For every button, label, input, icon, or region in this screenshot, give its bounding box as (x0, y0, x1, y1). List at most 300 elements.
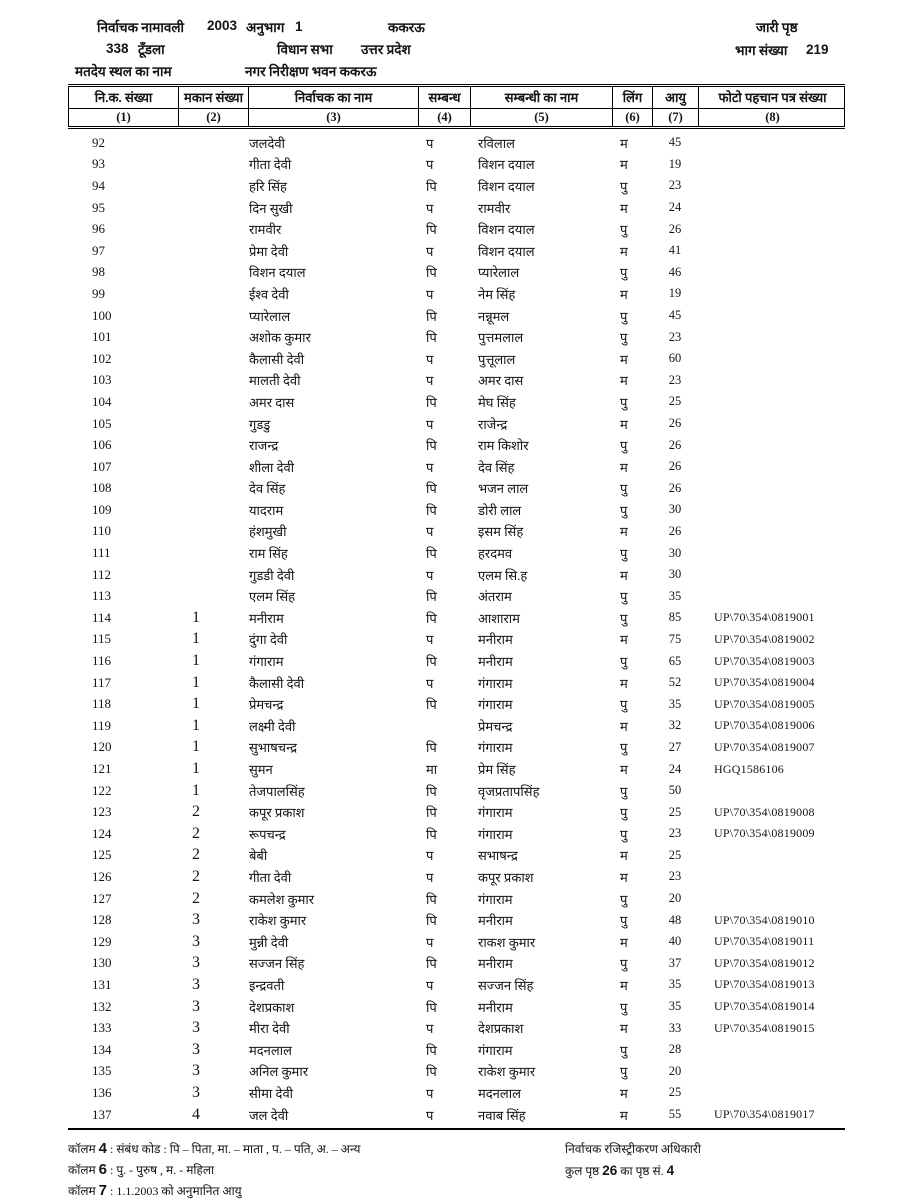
roll-year: 2003 (207, 18, 238, 33)
table-row (68, 737, 845, 759)
cell-name: गीता देवी (249, 869, 292, 885)
cell-serial: 114 (92, 609, 112, 625)
total-pages-label: कुल पृष्ठ (565, 1164, 600, 1178)
table-row (68, 197, 845, 219)
table-row (68, 175, 845, 197)
cell-relative: नन्नूमल (478, 308, 510, 324)
table-row (68, 240, 845, 262)
cell-gender: म (620, 351, 628, 367)
table-row (68, 434, 845, 456)
cell-name: यादराम (249, 502, 284, 518)
table-body (68, 129, 845, 1130)
cell-serial: 120 (92, 739, 112, 755)
cell-serial: 108 (92, 480, 112, 496)
cell-relation: प (426, 200, 434, 216)
cell-serial: 102 (92, 350, 112, 366)
cell-age: 30 (668, 545, 682, 560)
assembly-label: विधान सभा (277, 42, 333, 57)
header-cell-label: नि.क. संख्या (69, 87, 179, 108)
table-row (68, 715, 845, 737)
document-header (0, 0, 900, 84)
cell-gender: म (620, 459, 628, 475)
cell-house: 4 (192, 1105, 200, 1123)
cell-relation: पि (426, 589, 437, 605)
header-cell-label: सम्बन्ध (419, 87, 471, 108)
cell-name: अमर दास (249, 394, 295, 410)
cell-serial: 122 (92, 782, 112, 798)
cell-gender: पु (620, 610, 628, 626)
cell-name: जलदेवी (249, 135, 285, 151)
table-row (68, 585, 845, 607)
cell-photo_id: UP\70\354\0819008 (714, 804, 815, 819)
column-word: कॉलम (68, 1142, 96, 1156)
cell-relative: नेम सिंह (478, 286, 516, 302)
cell-relative: मनीराम (478, 999, 513, 1015)
cell-photo_id: UP\70\354\0819012 (714, 955, 815, 970)
cell-gender: म (620, 934, 628, 950)
cell-photo_id: UP\70\354\0819011 (714, 934, 815, 949)
cell-relative: सभाषन्द्र (478, 848, 518, 864)
cell-name: देशप्रकाश (249, 999, 295, 1015)
cell-name: गीता देवी (249, 157, 292, 173)
cell-photo_id: UP\70\354\0819013 (714, 977, 815, 992)
table-row (68, 370, 845, 392)
cell-age: 27 (668, 739, 682, 754)
note-text: : संबंध कोड : पि – पिता, मा. – माता , प. – पति, अ. – अन्य (109, 1142, 361, 1156)
cell-relation: मा (426, 762, 438, 778)
table-row (68, 693, 845, 715)
cell-serial: 137 (92, 1106, 112, 1122)
area-name: ककरऊ (388, 20, 425, 35)
table-row (68, 629, 845, 651)
cell-gender: पु (620, 222, 628, 238)
cell-relative: मनीराम (478, 956, 513, 972)
cell-photo_id: UP\70\354\0819005 (714, 696, 815, 711)
cell-house: 2 (192, 846, 200, 864)
cell-name: मीरा देवी (249, 1021, 290, 1037)
cell-relative: डोरी लाल (478, 502, 522, 518)
cell-name: प्रेमचन्द्र (249, 697, 284, 713)
cell-relation: पि (426, 610, 437, 626)
table-row (68, 348, 845, 370)
cell-serial: 104 (92, 393, 112, 409)
cell-house: 2 (192, 803, 200, 821)
table-row (68, 478, 845, 500)
cell-relation: पि (426, 265, 437, 281)
cell-age: 19 (668, 156, 682, 171)
cell-serial: 96 (92, 221, 105, 237)
cell-photo_id: UP\70\354\0819007 (714, 739, 815, 754)
table-row (68, 154, 845, 176)
cell-age: 32 (668, 718, 682, 733)
table-row (68, 650, 845, 672)
cell-gender: म (620, 157, 628, 173)
cell-name: ईश्व देवी (249, 286, 289, 302)
cell-relative: रामवीर (478, 200, 511, 216)
cell-name: देव सिंह (249, 481, 286, 497)
table-row (68, 1017, 845, 1039)
cell-house: 1 (192, 608, 200, 626)
cell-gender: म (620, 567, 628, 583)
header-cell-number: (1) (69, 109, 179, 126)
cell-name: कपूर प्रकाश (249, 805, 305, 821)
cell-age: 23 (668, 826, 682, 841)
cell-house: 3 (192, 932, 200, 950)
cell-age: 19 (668, 286, 682, 301)
cell-gender: म (620, 632, 628, 648)
cell-name: रूपचन्द्र (249, 826, 286, 842)
cell-name: हंशमुखी (249, 524, 287, 540)
cell-age: 35 (668, 588, 682, 603)
cell-relation: पि (426, 438, 437, 454)
cell-age: 35 (668, 696, 682, 711)
table-row (68, 758, 845, 780)
cell-serial: 97 (92, 242, 105, 258)
cell-relation: प (426, 1085, 434, 1101)
cell-relation: प (426, 1107, 434, 1123)
cell-gender: पु (620, 1064, 628, 1080)
cell-relation: पि (426, 502, 437, 518)
cell-house: 3 (192, 1062, 200, 1080)
cell-relation: पि (426, 1064, 437, 1080)
cell-relative: मनीराम (478, 654, 513, 670)
cell-serial: 117 (92, 674, 112, 690)
cell-house: 3 (192, 1019, 200, 1037)
cell-serial: 105 (92, 415, 112, 431)
cell-age: 25 (668, 804, 682, 819)
cell-relation: प (426, 459, 434, 475)
table-row (68, 521, 845, 543)
current-page-number: 4 (666, 1163, 675, 1178)
cell-gender: पु (620, 308, 628, 324)
cell-serial: 128 (92, 912, 112, 928)
cell-relation: पि (426, 697, 437, 713)
cell-photo_id: UP\70\354\0819004 (714, 675, 815, 690)
cell-age: 35 (668, 977, 682, 992)
cell-relation: प (426, 1021, 434, 1037)
cell-age: 37 (668, 955, 682, 970)
footer-note-age-reference (68, 1182, 242, 1199)
cell-name: कैलासी देवी (249, 675, 305, 691)
cell-age: 28 (668, 1042, 682, 1057)
cell-age: 52 (668, 675, 682, 690)
cell-relation: पि (426, 178, 437, 194)
table-row (68, 845, 845, 867)
cell-gender: पु (620, 589, 628, 605)
cell-age: 55 (668, 1107, 682, 1122)
cell-relative: गंगाराम (478, 1042, 513, 1058)
cell-relative: मेघ सिंह (478, 394, 516, 410)
cell-serial: 127 (92, 890, 112, 906)
header-cell-label: निर्वाचक का नाम (249, 87, 419, 108)
cell-gender: पु (620, 330, 628, 346)
cell-serial: 112 (92, 566, 112, 582)
cell-relative: विशन दयाल (478, 157, 535, 173)
cell-gender: म (620, 524, 628, 540)
cell-relation: पि (426, 913, 437, 929)
cell-photo_id: UP\70\354\0819003 (714, 653, 815, 668)
cell-name: शीला देवी (249, 459, 295, 475)
cell-name: गुडडी देवी (249, 567, 295, 583)
part-number: 219 (806, 42, 829, 57)
cell-name: जल देवी (249, 1107, 289, 1123)
cell-age: 33 (668, 1020, 682, 1035)
cell-gender: म (620, 200, 628, 216)
cell-name: मुन्नी देवी (249, 934, 289, 950)
table-row (68, 801, 845, 823)
officer-text: निर्वाचक रजिस्ट्रीकरण अधिकारी (565, 1142, 701, 1156)
cell-relative: विशन दयाल (478, 243, 535, 259)
cell-serial: 124 (92, 825, 112, 841)
cell-relative: भजन लाल (478, 481, 529, 497)
cell-gender: पु (620, 438, 628, 454)
cell-relative: प्रेम सिंह (478, 762, 516, 778)
cell-age: 35 (668, 999, 682, 1014)
cell-serial: 130 (92, 955, 112, 971)
cell-age: 48 (668, 912, 682, 927)
cell-age: 23 (668, 372, 682, 387)
column-number: 6 (98, 1161, 107, 1178)
section-label: अनुभाग (246, 20, 285, 35)
cell-gender: पु (620, 999, 628, 1015)
cell-relation: पि (426, 330, 437, 346)
cell-relation: पि (426, 546, 437, 562)
cell-serial: 119 (92, 717, 112, 733)
cell-relation: पि (426, 1042, 437, 1058)
table-header-numbers (68, 109, 845, 126)
cell-serial: 121 (92, 761, 112, 777)
polling-place-label: मतदेय स्थल का नाम (75, 64, 172, 79)
cell-relative: एलम सि.ह (478, 567, 528, 583)
cell-name: कैलासी देवी (249, 351, 305, 367)
table-row (68, 607, 845, 629)
cell-gender: म (620, 1085, 628, 1101)
cell-gender: पु (620, 826, 628, 842)
cell-relative: नवाब सिंह (478, 1107, 526, 1123)
header-cell-label: आयु (653, 87, 699, 108)
cell-name: बेबी (249, 848, 268, 864)
cell-relative: गंगाराम (478, 675, 513, 691)
cell-age: 20 (668, 1063, 682, 1078)
table-row (68, 780, 845, 802)
cell-relation: पि (426, 481, 437, 497)
cell-gender: म (620, 718, 628, 734)
note-text: : पु. - पुरुष , म. - महिला (109, 1163, 215, 1177)
cell-age: 23 (668, 329, 682, 344)
cell-relation: प (426, 373, 434, 389)
cell-serial: 131 (92, 976, 112, 992)
cell-relative: कपूर प्रकाश (478, 869, 534, 885)
table-row (68, 564, 845, 586)
cell-serial: 136 (92, 1084, 112, 1100)
note-text: : 1.1.2003 को अनुमानित आयु (109, 1184, 242, 1198)
cell-serial: 100 (92, 307, 112, 323)
cell-name: प्रेमा देवी (249, 243, 289, 259)
cell-relation: पि (426, 222, 437, 238)
cell-gender: पु (620, 502, 628, 518)
cell-age: 25 (668, 847, 682, 862)
cell-serial: 118 (92, 696, 112, 712)
cell-gender: म (620, 869, 628, 885)
cell-house: 1 (192, 738, 200, 756)
cell-house: 2 (192, 824, 200, 842)
header-cell-number: (5) (471, 109, 613, 126)
table-row (68, 262, 845, 284)
footer-note-relation-codes (68, 1140, 360, 1157)
cell-relative: गंगाराम (478, 826, 513, 842)
cell-name: मदनलाल (249, 1042, 292, 1058)
cell-age: 30 (668, 502, 682, 517)
table-row (68, 391, 845, 413)
cell-house: 3 (192, 1040, 200, 1058)
cell-gender: म (620, 848, 628, 864)
cell-age: 30 (668, 567, 682, 582)
cell-name: लक्ष्मी देवी (249, 718, 296, 734)
cell-serial: 133 (92, 1020, 112, 1036)
continued-page-label: जारी पृष्ठ (756, 20, 798, 35)
cell-house: 2 (192, 867, 200, 885)
cell-relation: प (426, 632, 434, 648)
column-number: 4 (98, 1140, 107, 1157)
cell-relation: प (426, 351, 434, 367)
cell-serial: 123 (92, 804, 112, 820)
table-row (68, 542, 845, 564)
cell-relative: प्रेमचन्द्र (478, 718, 513, 734)
cell-house: 1 (192, 652, 200, 670)
cell-age: 41 (668, 243, 682, 258)
part-number-label: भाग संख्या (735, 43, 788, 58)
cell-relative: मनीराम (478, 632, 513, 648)
cell-name: इन्द्रवती (249, 977, 285, 993)
cell-serial: 132 (92, 998, 112, 1014)
table-row (68, 1082, 845, 1104)
cell-gender: म (620, 675, 628, 691)
cell-serial: 111 (92, 545, 111, 561)
cell-name: सुमन (249, 762, 273, 778)
cell-age: 26 (668, 416, 682, 431)
cell-name: तेजपालसिंह (249, 783, 305, 799)
cell-relation: प (426, 869, 434, 885)
cell-serial: 109 (92, 501, 112, 517)
cell-relative: गंगाराम (478, 740, 513, 756)
cell-relation: प (426, 416, 434, 432)
cell-gender: म (620, 1107, 628, 1123)
cell-serial: 103 (92, 372, 112, 388)
cell-relation: प (426, 848, 434, 864)
cell-age: 46 (668, 264, 682, 279)
cell-relative: विशन दयाल (478, 222, 535, 238)
header-cell-label: सम्बन्धी का नाम (471, 87, 613, 108)
cell-relative: गंगाराम (478, 697, 513, 713)
cell-house: 1 (192, 716, 200, 734)
cell-age: 75 (668, 631, 682, 646)
cell-relation: पि (426, 740, 437, 756)
page-of-label: का पृष्ठ सं. (620, 1164, 664, 1178)
cell-house: 1 (192, 630, 200, 648)
cell-gender: पु (620, 394, 628, 410)
cell-house: 3 (192, 975, 200, 993)
cell-serial: 126 (92, 868, 112, 884)
cell-name: दिन सुखी (249, 200, 293, 216)
cell-relation: प (426, 524, 434, 540)
cell-gender: पु (620, 891, 628, 907)
cell-relation: पि (426, 826, 437, 842)
cell-age: 40 (668, 934, 682, 949)
table-row (68, 456, 845, 478)
cell-relation: पि (426, 891, 437, 907)
cell-gender: पु (620, 1042, 628, 1058)
cell-age: 25 (668, 394, 682, 409)
table-row (68, 413, 845, 435)
header-cell-label: मकान संख्या (179, 87, 249, 108)
cell-gender: म (620, 373, 628, 389)
table-row (68, 132, 845, 154)
cell-relation: प (426, 157, 434, 173)
cell-name: सीमा देवी (249, 1085, 294, 1101)
cell-house: 3 (192, 911, 200, 929)
cell-name: मालती देवी (249, 373, 301, 389)
cell-house: 1 (192, 673, 200, 691)
cell-serial: 125 (92, 847, 112, 863)
section-number: 1 (295, 19, 303, 34)
cell-serial: 134 (92, 1041, 112, 1057)
table-row (68, 866, 845, 888)
table-row (68, 974, 845, 996)
cell-serial: 135 (92, 1063, 112, 1079)
cell-serial: 94 (92, 177, 105, 193)
cell-gender: पु (620, 740, 628, 756)
cell-serial: 115 (92, 631, 112, 647)
cell-age: 65 (668, 653, 682, 668)
cell-name: दुंगा देवी (249, 632, 288, 648)
header-cell-number: (7) (653, 109, 699, 126)
table-row (68, 1061, 845, 1083)
cell-serial: 98 (92, 264, 105, 280)
header-cell-label: लिंग (613, 87, 653, 108)
cell-relative: सज्जन सिंह (478, 977, 534, 993)
cell-age: 24 (668, 761, 682, 776)
assembly-constituency-number: 338 (106, 41, 129, 56)
column-number: 7 (98, 1182, 107, 1199)
header-cell-number: (3) (249, 109, 419, 126)
table-row (68, 326, 845, 348)
table-row (68, 672, 845, 694)
cell-relative: पुत्तमलाल (478, 330, 524, 346)
cell-photo_id: UP\70\354\0819002 (714, 631, 815, 646)
cell-gender: पु (620, 481, 628, 497)
cell-relative: राजेन्द्र (478, 416, 508, 432)
cell-relation: प (426, 567, 434, 583)
table-row (68, 931, 845, 953)
table-row (68, 996, 845, 1018)
cell-serial: 129 (92, 933, 112, 949)
header-cell-number: (6) (613, 109, 653, 126)
table-row (68, 1039, 845, 1061)
cell-relative: राकश कुमार (478, 934, 536, 950)
cell-name: गुडडु (249, 416, 271, 432)
cell-relative: आशाराम (478, 610, 520, 626)
cell-serial: 99 (92, 285, 105, 301)
cell-house: 2 (192, 889, 200, 907)
cell-relation: प (426, 243, 434, 259)
cell-house: 1 (192, 695, 200, 713)
cell-name: रामवीर (249, 222, 282, 238)
cell-age: 50 (668, 783, 682, 798)
cell-gender: पु (620, 913, 628, 929)
cell-relative: हरदमव (478, 546, 513, 562)
cell-relative: देव सिंह (478, 459, 515, 475)
table-row (68, 305, 845, 327)
